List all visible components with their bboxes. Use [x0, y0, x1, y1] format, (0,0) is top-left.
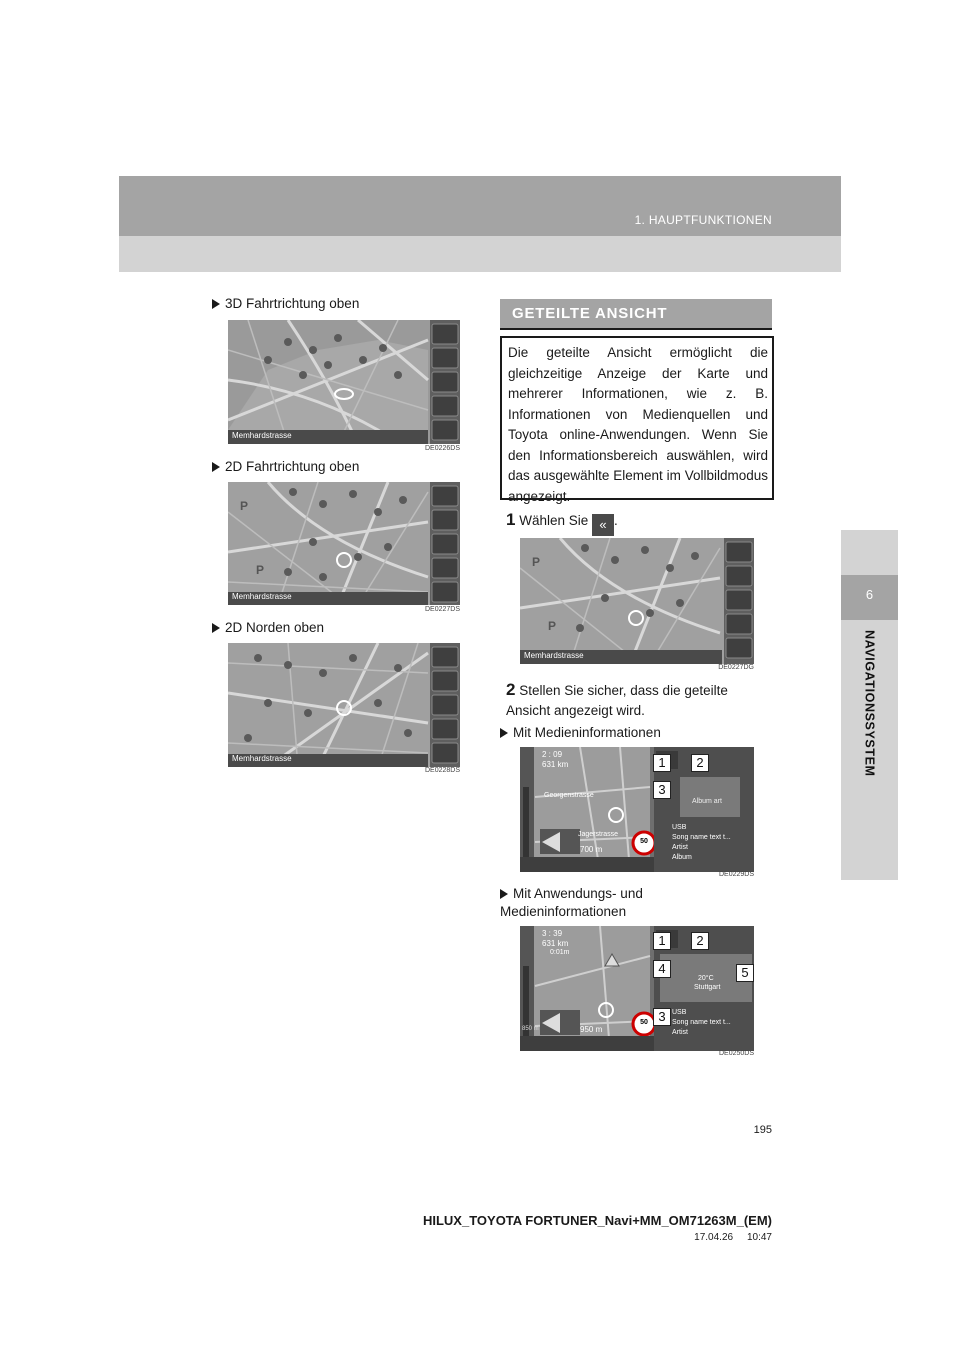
map-3d-heading-up: [228, 320, 460, 444]
image-code: DE0227DG: [718, 664, 754, 671]
caption-2d-heading-up: 2D Fahrtrichtung oben: [212, 459, 359, 474]
callout-1: 1: [653, 754, 671, 772]
remaining-distance: 631 km: [542, 939, 569, 948]
map-step-1: [520, 538, 754, 664]
header-subband: [119, 236, 841, 272]
street-label-bottom: Jagerstrasse: [578, 831, 619, 838]
street-label-top: Georgenstrasse: [544, 792, 594, 799]
step-2: 2 Stellen Sie sicher, dass die geteilte Ansicht angezeigt wird.: [506, 680, 728, 718]
image-code: DE0226DS: [424, 445, 460, 452]
split-view-media: [520, 747, 754, 872]
weather-city: Stuttgart: [694, 984, 721, 991]
media-info-list: USB Song name text t... Artist: [672, 1009, 731, 1036]
side-tab-top: [841, 530, 898, 575]
small-distance: 850 m: [522, 1026, 539, 1032]
chapter-number: 6: [865, 587, 874, 602]
arrival-time: 2 : 09: [542, 750, 563, 759]
svg-text:P: P: [240, 499, 249, 513]
map-street-label: Memhardstrasse: [232, 431, 292, 440]
split-view-app-media: [520, 926, 754, 1051]
header-band: [119, 176, 841, 236]
image-code: DE0250DS: [718, 1050, 754, 1057]
callout-3: 3: [653, 781, 671, 799]
speed-limit: 50: [640, 838, 648, 845]
callout-1: 1: [653, 932, 671, 950]
map-street-label: Memhardstrasse: [524, 651, 584, 660]
map-street-label: Memhardstrasse: [232, 754, 292, 763]
document-id: HILUX_TOYOTA FORTUNER_Navi+MM_OM71263M_(EM): [422, 1213, 772, 1228]
arrival-time: 3 : 39: [542, 929, 563, 938]
print-timestamp: 17.04.26 10:47: [694, 1232, 772, 1243]
split-view-icon: «: [592, 514, 614, 536]
speed-limit: 50: [640, 1019, 648, 1026]
chapter-label: NAVIGATIONSSYSTEM: [862, 630, 877, 777]
caption-media-info: Mit Medieninformationen: [500, 725, 661, 740]
arrow-bullet-icon: [212, 462, 220, 472]
svg-text:P: P: [532, 555, 541, 569]
svg-text:P: P: [548, 619, 557, 633]
callout-5: 5: [736, 964, 754, 982]
image-code: DE0228DS: [424, 767, 460, 774]
map-2d-north-up: [228, 643, 460, 767]
caption-app-media-info: Mit Anwendungs- und Medieninformationen: [500, 886, 643, 919]
section-header: 1. HAUPTFUNKTIONEN: [634, 213, 772, 227]
page-number: 195: [753, 1124, 772, 1136]
arrow-bullet-icon: [212, 299, 220, 309]
callout-2: 2: [691, 932, 709, 950]
callout-3: 3: [653, 1008, 671, 1026]
turn-distance: 700 m: [580, 845, 603, 854]
section-title: GETEILTE ANSICHT: [512, 305, 668, 322]
step-number: 2: [506, 680, 516, 699]
caption-2d-north-up: 2D Norden oben: [212, 620, 324, 635]
map-street-label: Memhardstrasse: [232, 592, 292, 601]
map-2d-heading-up: [228, 482, 460, 605]
arrow-bullet-icon: [212, 623, 220, 633]
section-rule: [500, 328, 772, 330]
arrow-bullet-icon: [500, 728, 508, 738]
caption-3d-heading-up: 3D Fahrtrichtung oben: [212, 296, 359, 311]
image-code: DE0229DS: [718, 871, 754, 878]
media-info-list: USB Song name text t... Artist Album: [672, 824, 731, 861]
step-number: 1: [506, 510, 516, 529]
arrow-bullet-icon: [500, 889, 508, 899]
step-1: 1 Wählen Sie « .: [506, 510, 618, 536]
section-description: Die geteilte Ansicht ermöglicht die gleichzeitige Anzeige der Karte und mehrerer Informationen, wie z. B. Informationen von Medienquellen und Toyota online-Anwendungen. Wenn Sie den Informationsbereich auswählen, wird das ausgewählte Element im Vollbildmodus angezeigt.: [508, 345, 768, 504]
svg-text:P: P: [256, 563, 265, 577]
callout-4: 4: [653, 960, 671, 978]
turn-distance: 950 m: [580, 1025, 603, 1034]
callout-2: 2: [691, 754, 709, 772]
image-code: DE0227DS: [424, 606, 460, 613]
album-art-label: Album art: [692, 798, 722, 805]
weather-temperature: 20°C: [698, 975, 714, 982]
remaining-time: 0:01m: [550, 949, 570, 956]
remaining-distance: 631 km: [542, 760, 569, 769]
